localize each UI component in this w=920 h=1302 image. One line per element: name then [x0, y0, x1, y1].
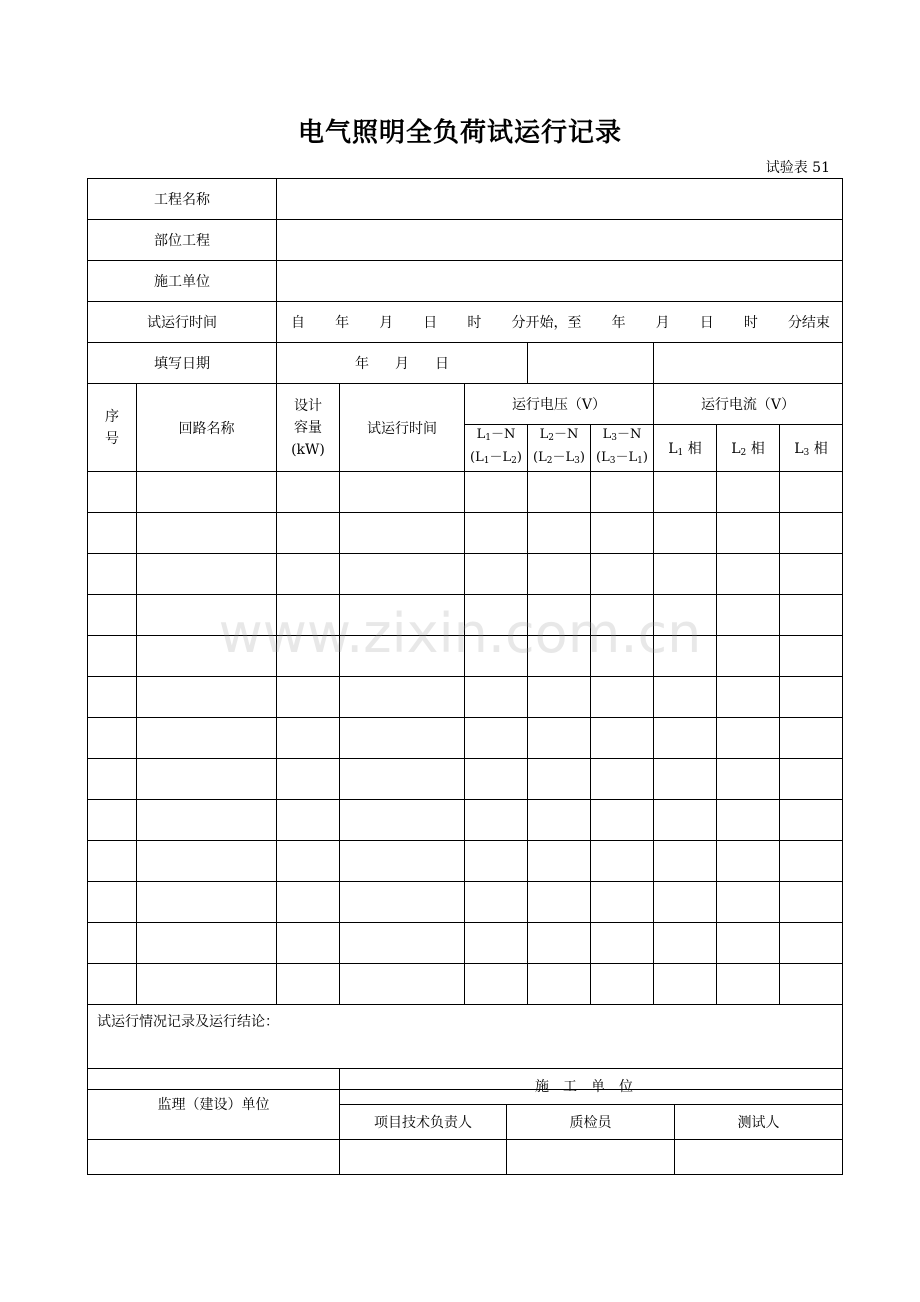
- run-time-header: 试运行时间: [340, 384, 465, 472]
- table-cell[interactable]: [717, 759, 780, 800]
- table-cell[interactable]: [717, 472, 780, 513]
- table-cell[interactable]: [465, 964, 528, 1005]
- table-cell[interactable]: [780, 964, 843, 1005]
- table-cell[interactable]: [465, 923, 528, 964]
- voltage-header: 运行电压（V）: [465, 384, 654, 425]
- seq-header: 序 号: [88, 384, 137, 472]
- record-table: [87, 178, 843, 1090]
- table-cell[interactable]: [277, 964, 340, 1005]
- project-name-field[interactable]: [277, 179, 843, 220]
- table-cell[interactable]: [277, 472, 340, 513]
- time-part: 月: [379, 315, 394, 331]
- table-cell[interactable]: [780, 677, 843, 718]
- table-cell[interactable]: [717, 677, 780, 718]
- table-cell[interactable]: [277, 513, 340, 554]
- table-cell[interactable]: [88, 882, 137, 923]
- table-cell[interactable]: [465, 636, 528, 677]
- column-header-row-1: [88, 384, 843, 425]
- table-cell[interactable]: [717, 554, 780, 595]
- table-cell[interactable]: [780, 759, 843, 800]
- table-cell[interactable]: [88, 513, 137, 554]
- table-cell[interactable]: [717, 841, 780, 882]
- table-cell[interactable]: [591, 964, 654, 1005]
- table-cell[interactable]: [528, 882, 591, 923]
- table-cell[interactable]: [591, 800, 654, 841]
- table-cell[interactable]: [780, 595, 843, 636]
- date-part: 年: [355, 356, 369, 372]
- table-cell[interactable]: [717, 718, 780, 759]
- table-cell[interactable]: [591, 841, 654, 882]
- voltage-l3-header: $L_3-N$ $(L_3-L_1)$: [591, 425, 654, 472]
- signature-table: [87, 1068, 843, 1175]
- trial-time-label: 试运行时间: [88, 302, 277, 343]
- table-cell[interactable]: [528, 964, 591, 1005]
- part-project-label: 部位工程: [88, 220, 277, 261]
- time-part: 分开始，至: [511, 315, 582, 331]
- table-cell[interactable]: [654, 472, 717, 513]
- table-cell[interactable]: [137, 964, 277, 1005]
- table-cell[interactable]: [340, 841, 465, 882]
- table-cell[interactable]: [591, 636, 654, 677]
- table-cell[interactable]: [591, 554, 654, 595]
- table-cell[interactable]: [88, 923, 137, 964]
- table-cell[interactable]: [340, 472, 465, 513]
- table-cell[interactable]: [465, 718, 528, 759]
- table-cell[interactable]: [654, 595, 717, 636]
- table-cell[interactable]: [654, 882, 717, 923]
- table-cell[interactable]: [528, 595, 591, 636]
- table-cell[interactable]: [654, 923, 717, 964]
- table-cell[interactable]: [591, 923, 654, 964]
- table-cell[interactable]: [465, 677, 528, 718]
- fill-date-extra-1[interactable]: [528, 343, 654, 384]
- table-cell[interactable]: [717, 636, 780, 677]
- table-cell[interactable]: [591, 472, 654, 513]
- current-header: 运行电流（V）: [654, 384, 843, 425]
- table-cell[interactable]: [654, 677, 717, 718]
- watermark: www.zixin.com.cn: [218, 602, 702, 665]
- table-cell[interactable]: [277, 595, 340, 636]
- table-cell[interactable]: [137, 923, 277, 964]
- trial-time-row: [88, 302, 843, 343]
- table-cell[interactable]: [277, 718, 340, 759]
- table-cell[interactable]: [340, 513, 465, 554]
- table-cell[interactable]: [465, 472, 528, 513]
- remarks-label: 试运行情况记录及运行结论：: [97, 1014, 279, 1030]
- construction-unit-row: [88, 261, 843, 302]
- table-cell[interactable]: [591, 882, 654, 923]
- table-row: [88, 595, 843, 636]
- table-cell[interactable]: [88, 841, 137, 882]
- table-cell[interactable]: [780, 554, 843, 595]
- table-row: [88, 800, 843, 841]
- trial-time-field[interactable]: [277, 302, 843, 343]
- sign-header-row-1: [88, 1069, 843, 1105]
- data-rows: [88, 472, 843, 1005]
- table-cell[interactable]: [528, 800, 591, 841]
- table-cell[interactable]: [88, 759, 137, 800]
- table-cell[interactable]: [717, 595, 780, 636]
- table-cell[interactable]: [591, 677, 654, 718]
- table-cell[interactable]: [717, 882, 780, 923]
- table-cell[interactable]: [654, 800, 717, 841]
- tester-signature-field[interactable]: [675, 1140, 843, 1175]
- fill-date-field[interactable]: [277, 343, 528, 384]
- table-row: [88, 677, 843, 718]
- table-cell[interactable]: [780, 472, 843, 513]
- table-cell[interactable]: [277, 841, 340, 882]
- construction-unit-sign-label: 施工单位: [340, 1069, 843, 1105]
- table-cell[interactable]: [528, 718, 591, 759]
- table-cell[interactable]: [137, 472, 277, 513]
- table-cell[interactable]: [88, 677, 137, 718]
- construction-unit-field[interactable]: [277, 261, 843, 302]
- table-cell[interactable]: [88, 800, 137, 841]
- supervisor-signature-field[interactable]: [88, 1140, 340, 1175]
- part-project-field[interactable]: [277, 220, 843, 261]
- table-cell[interactable]: [137, 595, 277, 636]
- time-part: 时: [467, 315, 482, 331]
- table-cell[interactable]: [465, 759, 528, 800]
- table-cell[interactable]: [654, 718, 717, 759]
- current-l2-header: $L_2$ 相: [717, 425, 780, 472]
- table-cell[interactable]: [591, 595, 654, 636]
- table-cell[interactable]: [465, 595, 528, 636]
- supervisor-label: 监理（建设）单位: [88, 1069, 340, 1140]
- project-name-row: [88, 179, 843, 220]
- fill-date-extra-2[interactable]: [654, 343, 843, 384]
- table-cell[interactable]: [277, 636, 340, 677]
- table-cell[interactable]: [717, 800, 780, 841]
- table-cell[interactable]: [277, 923, 340, 964]
- table-cell[interactable]: [654, 964, 717, 1005]
- table-cell[interactable]: [717, 513, 780, 554]
- table-cell[interactable]: [277, 677, 340, 718]
- table-cell[interactable]: [88, 595, 137, 636]
- inspector-signature-field[interactable]: [507, 1140, 675, 1175]
- table-cell[interactable]: [88, 554, 137, 595]
- table-cell[interactable]: [465, 513, 528, 554]
- tech-lead-signature-field[interactable]: [340, 1140, 507, 1175]
- voltage-l2-header: $L_2-N$ $(L_2-L_3)$: [528, 425, 591, 472]
- table-cell[interactable]: [88, 718, 137, 759]
- time-part: 日: [423, 315, 438, 331]
- form-number: 试验表 51: [765, 160, 830, 176]
- table-cell[interactable]: [780, 636, 843, 677]
- tester-label: 测试人: [675, 1104, 843, 1140]
- table-cell[interactable]: [528, 554, 591, 595]
- table-cell[interactable]: [528, 923, 591, 964]
- table-cell[interactable]: [654, 636, 717, 677]
- table-cell[interactable]: [780, 841, 843, 882]
- table-cell[interactable]: [277, 759, 340, 800]
- table-cell[interactable]: [137, 554, 277, 595]
- time-part: 月: [655, 315, 670, 331]
- fill-date-row: [88, 343, 843, 384]
- table-cell[interactable]: [528, 759, 591, 800]
- table-cell[interactable]: [340, 554, 465, 595]
- table-cell[interactable]: [780, 800, 843, 841]
- table-cell[interactable]: [465, 554, 528, 595]
- table-cell[interactable]: [137, 636, 277, 677]
- table-cell[interactable]: [780, 718, 843, 759]
- table-cell[interactable]: [465, 841, 528, 882]
- table-cell[interactable]: [654, 513, 717, 554]
- table-cell[interactable]: [717, 964, 780, 1005]
- table-cell[interactable]: [340, 800, 465, 841]
- sign-field-row: [88, 1140, 843, 1175]
- voltage-l1-header: $L_1-N$ $(L_1-L_2)$: [465, 425, 528, 472]
- table-row: [88, 513, 843, 554]
- tech-lead-label: 项目技术负责人: [340, 1104, 507, 1140]
- table-cell[interactable]: [528, 677, 591, 718]
- table-cell[interactable]: [340, 923, 465, 964]
- table-row: [88, 882, 843, 923]
- table-cell[interactable]: [717, 923, 780, 964]
- table-row: [88, 472, 843, 513]
- current-l3-header: $L_3$ 相: [780, 425, 843, 472]
- table-cell[interactable]: [591, 718, 654, 759]
- table-cell[interactable]: [340, 636, 465, 677]
- table-cell[interactable]: [591, 513, 654, 554]
- table-cell[interactable]: [528, 513, 591, 554]
- table-cell[interactable]: [137, 759, 277, 800]
- table-cell[interactable]: [340, 882, 465, 923]
- table-cell[interactable]: [654, 759, 717, 800]
- table-cell[interactable]: [88, 964, 137, 1005]
- table-cell[interactable]: [528, 841, 591, 882]
- circuit-header: 回路名称: [137, 384, 277, 472]
- time-part: 日: [699, 315, 714, 331]
- part-project-row: [88, 220, 843, 261]
- date-part: 月: [395, 356, 409, 372]
- table-cell[interactable]: [465, 800, 528, 841]
- table-row: [88, 964, 843, 1005]
- table-row: [88, 718, 843, 759]
- table-cell[interactable]: [528, 472, 591, 513]
- table-cell[interactable]: [654, 841, 717, 882]
- page-title: 电气照明全负荷试运行记录: [297, 118, 622, 148]
- table-cell[interactable]: [654, 554, 717, 595]
- table-cell[interactable]: [780, 923, 843, 964]
- table-cell[interactable]: [465, 882, 528, 923]
- table-cell[interactable]: [591, 759, 654, 800]
- table-cell[interactable]: [137, 677, 277, 718]
- table-cell[interactable]: [137, 800, 277, 841]
- table-cell[interactable]: [137, 513, 277, 554]
- time-part: 分结束: [787, 315, 830, 331]
- table-row: [88, 923, 843, 964]
- table-row: [88, 554, 843, 595]
- current-l1-header: $L_1$ 相: [654, 425, 717, 472]
- project-name-label: 工程名称: [88, 179, 277, 220]
- table-cell[interactable]: [277, 882, 340, 923]
- table-cell[interactable]: [137, 882, 277, 923]
- table-cell[interactable]: [780, 513, 843, 554]
- table-cell[interactable]: [88, 472, 137, 513]
- time-part: 自: [291, 315, 305, 331]
- table-cell[interactable]: [528, 636, 591, 677]
- table-cell[interactable]: [340, 718, 465, 759]
- fill-date-label: 填写日期: [88, 343, 277, 384]
- table-cell[interactable]: [137, 718, 277, 759]
- table-cell[interactable]: [340, 595, 465, 636]
- time-part: 年: [611, 315, 626, 331]
- table-row: [88, 759, 843, 800]
- construction-unit-label: 施工单位: [88, 261, 277, 302]
- time-part: 时: [743, 315, 758, 331]
- table-row: [88, 636, 843, 677]
- time-part: 年: [335, 315, 350, 331]
- table-cell[interactable]: [780, 882, 843, 923]
- capacity-header: 设计 容量 (kW): [277, 384, 340, 472]
- table-cell[interactable]: [340, 677, 465, 718]
- table-cell[interactable]: [277, 554, 340, 595]
- table-row: [88, 841, 843, 882]
- table-cell[interactable]: [137, 841, 277, 882]
- table-cell[interactable]: [340, 759, 465, 800]
- date-part: 日: [435, 356, 449, 372]
- inspector-label: 质检员: [507, 1104, 675, 1140]
- table-cell[interactable]: [340, 964, 465, 1005]
- table-cell[interactable]: [88, 636, 137, 677]
- table-cell[interactable]: [277, 800, 340, 841]
